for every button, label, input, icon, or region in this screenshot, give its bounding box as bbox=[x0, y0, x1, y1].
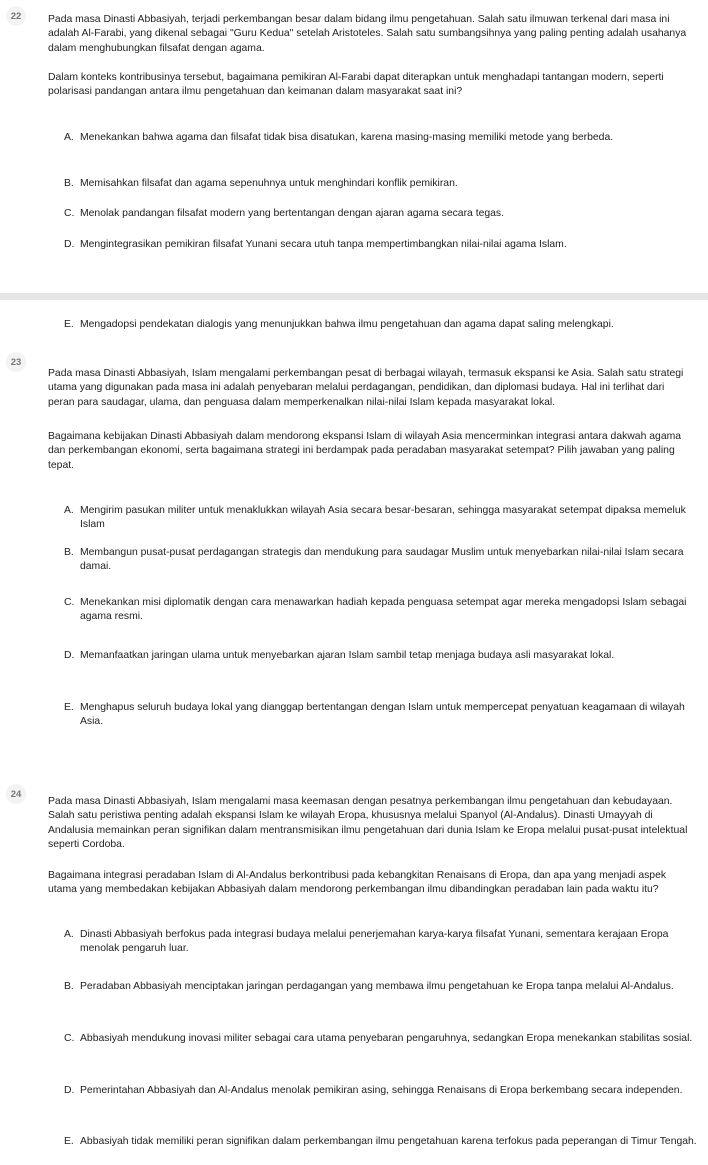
option-b[interactable] bbox=[64, 546, 704, 575]
question-context: Pada masa Dinasti Abbasiyah, terjadi perkembangan besar dalam bidang ilmu pengetahuan. Salah satu ilmuwan terkenal dari masa ini adalah Al-Farabi, yang dikenal sebagai "Guru Kedua" setelah Aristoteles. Salah satu sumbangsihnya yang paling penting adalah usahanya dalam menghubungkan filsafat dengan agama. bbox=[48, 14, 687, 54]
option-text: Dinasti Abbasiyah berfokus pada integrasi budaya melalui penerjemahan karya-karya filsafat Yunani, sementara kerajaan Eropa menolak pengaruh luar. bbox=[80, 929, 669, 955]
option-text: Menekankan misi diplomatik dengan cara menawarkan hadiah kepada penguasa setempat agar mereka mengadopsi Islam sebagai agama resmi. bbox=[80, 597, 687, 623]
option-letter: E. bbox=[64, 702, 74, 713]
option-letter: D. bbox=[64, 239, 75, 250]
option-letter: E. bbox=[64, 1136, 74, 1147]
option-text: Mengadopsi pendekatan dialogis yang menunjukkan bahwa ilmu pengetahuan dan agama dapat saling melengkapi. bbox=[80, 319, 614, 330]
option-letter: C. bbox=[64, 597, 75, 608]
option-d[interactable] bbox=[64, 238, 704, 252]
option-d[interactable] bbox=[64, 1084, 704, 1098]
option-text: Peradaban Abbasiyah menciptakan jaringan perdagangan yang membawa ilmu pengetahuan ke Eropa tanpa melalui Al-Andalus. bbox=[80, 981, 674, 992]
option-e[interactable] bbox=[64, 701, 704, 730]
option-text: Membangun pusat-pusat perdagangan strategis dan mendukung para saudagar Muslim untuk menyebarkan nilai-nilai Islam secara damai. bbox=[80, 547, 684, 573]
option-c[interactable] bbox=[64, 596, 704, 625]
option-letter: A. bbox=[64, 929, 74, 940]
question-prompt: Dalam konteks kontribusinya tersebut, bagaimana pemikiran Al-Farabi dapat diterapkan untuk menghadapi tantangan modern, seperti polarisasi pandangan antara ilmu pengetahuan dan keimanan dalam masyarakat saat ini? bbox=[48, 72, 664, 98]
option-letter: D. bbox=[64, 650, 75, 661]
option-letter: C. bbox=[64, 1033, 75, 1044]
option-text: Menekankan bahwa agama dan filsafat tidak bisa disatukan, karena masing-masing memiliki metode yang berbeda. bbox=[80, 132, 614, 143]
option-text: Memisahkan filsafat dan agama sepenuhnya untuk menghindari konflik pemikiran. bbox=[80, 178, 458, 189]
option-text: Menolak pandangan filsafat modern yang bertentangan dengan ajaran agama secara tegas. bbox=[80, 208, 505, 219]
option-e[interactable] bbox=[64, 1135, 704, 1149]
option-text: Mengintegrasikan pemikiran filsafat Yunani secara utuh tanpa mempertimbangkan nilai-nilai agama Islam. bbox=[80, 239, 567, 250]
option-d[interactable] bbox=[64, 649, 704, 663]
option-a[interactable] bbox=[64, 131, 704, 145]
option-letter: A. bbox=[64, 505, 74, 516]
option-a[interactable] bbox=[64, 928, 704, 957]
option-c[interactable] bbox=[64, 207, 704, 221]
option-b[interactable] bbox=[64, 177, 704, 191]
question-context: Pada masa Dinasti Abbasiyah, Islam mengalami perkembangan pesat di berbagai wilayah, termasuk ekspansi ke Asia. Salah satu strategi utama yang digunakan pada masa ini adalah penyebaran melalui perdagangan, pendidikan, dan diplomasi budaya. Hal ini terlihat dari peran para saudagar, ulama, dan penguasa dalam memperkenalkan nilai-nilai Islam kepada masyarakat lokal. bbox=[48, 368, 684, 408]
option-letter: E. bbox=[64, 319, 74, 330]
option-letter: B. bbox=[64, 178, 74, 189]
option-text: Memanfaatkan jaringan ulama untuk menyebarkan ajaran Islam sambil tetap menjaga budaya asli masyarakat lokal. bbox=[80, 650, 615, 661]
divider-band bbox=[0, 293, 708, 300]
option-text: Mengirim pasukan militer untuk menaklukkan wilayah Asia secara besar-besaran, sehingga masyarakat setempat dipaksa memeluk Islam bbox=[80, 505, 686, 531]
option-letter: B. bbox=[64, 547, 74, 558]
option-c[interactable] bbox=[64, 1032, 704, 1046]
question-prompt: Bagaimana kebijakan Dinasti Abbasiyah dalam mendorong ekspansi Islam di wilayah Asia mencerminkan integrasi antara dakwah agama dan perkembangan ekonomi, serta bagaimana strategi ini berdampak pada peradaban masyarakat setempat? Pilih jawaban yang paling tepat. bbox=[48, 431, 682, 471]
question-number: 22 bbox=[6, 6, 26, 26]
option-text: Abbasiyah tidak memiliki peran signifikan dalam perkembangan ilmu pengetahuan karena terfokus pada peperangan di Timur Tengah. bbox=[80, 1136, 697, 1147]
option-e[interactable] bbox=[64, 318, 704, 332]
option-letter: B. bbox=[64, 981, 74, 992]
question-context: Pada masa Dinasti Abbasiyah, Islam mengalami masa keemasan dengan pesatnya perkembangan ilmu pengetahuan dan kebudayaan. Salah satu peristiwa penting adalah ekspansi Islam ke wilayah Eropa, khususnya melalui Spanyol (Al-Andalus). Dinasti Umayyah di Andalusia memainkan peran signifikan dalam mentransmisikan ilmu pengetahuan dari dunia Islam ke Eropa melalui pusat-pusat intelektual seperti Cordoba. bbox=[48, 796, 688, 851]
question-number: 23 bbox=[6, 352, 26, 372]
question-number: 24 bbox=[6, 784, 26, 804]
option-a[interactable] bbox=[64, 504, 704, 533]
option-text: Pemerintahan Abbasiyah dan Al-Andalus menolak pemikiran asing, sehingga Renaisans di Eropa berkembang secara independen. bbox=[80, 1085, 683, 1096]
option-letter: D. bbox=[64, 1085, 75, 1096]
option-text: Menghapus seluruh budaya lokal yang dianggap bertentangan dengan Islam untuk mempercepat penyatuan keagamaan di wilayah Asia. bbox=[80, 702, 685, 728]
question-prompt: Bagaimana integrasi peradaban Islam di Al-Andalus berkontribusi pada kebangkitan Renaisans di Eropa, dan apa yang menjadi aspek utama yang membedakan kebijakan Abbasiyah dalam mendorong perkembangan ilmu dibandingkan peradaban lain pada waktu itu? bbox=[48, 870, 667, 896]
option-letter: A. bbox=[64, 132, 74, 143]
option-letter: C. bbox=[64, 208, 75, 219]
option-b[interactable] bbox=[64, 980, 704, 994]
option-text: Abbasiyah mendukung inovasi militer sebagai cara utama penyebaran pengaruhnya, sedangkan Eropa menekankan stabilitas sosial. bbox=[80, 1033, 693, 1044]
